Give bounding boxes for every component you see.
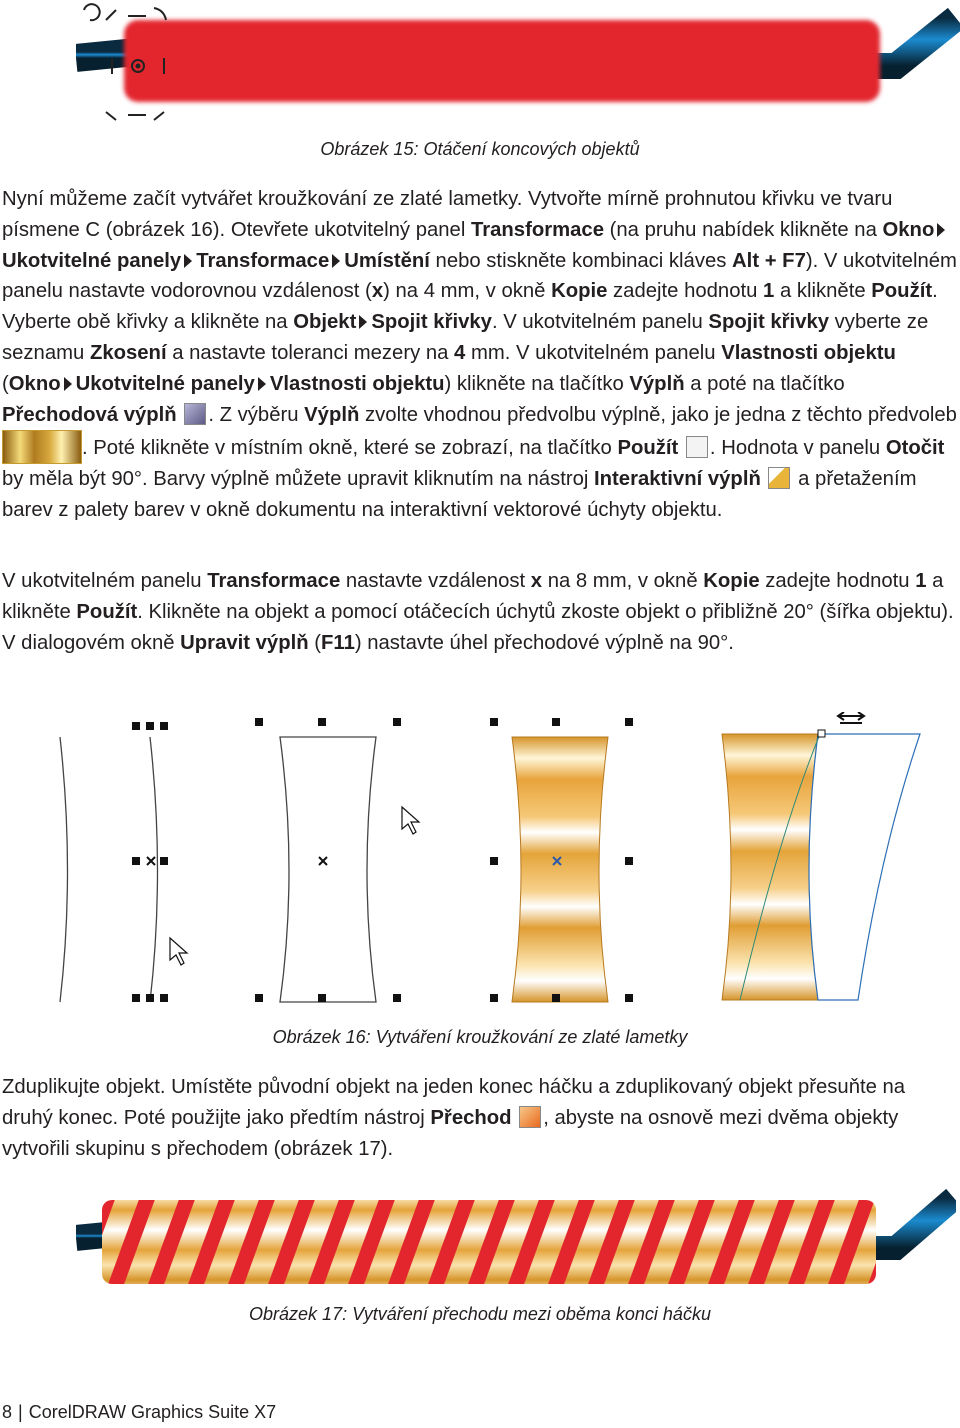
figure-17-illustration [76,1180,956,1300]
menu-arrow-icon [258,377,266,391]
tinsel-with-gold-blend [102,1200,876,1284]
blend-tool-icon [519,1106,541,1128]
menu-arrow-icon [64,377,72,391]
figure-15-caption: Obrázek 15: Otáčení koncových objektů [320,139,640,159]
page-footer [2,1402,276,1423]
menu-arrow-icon [184,254,192,268]
menu-arrow-icon [937,223,945,237]
gold-gradient-preset-swatch [2,430,82,464]
tinsel [124,20,880,102]
page-number: 8 [2,1402,13,1422]
paragraph-3: Zduplikujte objekt. Umístěte původní objekt na jeden konec háčku a zduplikovaný objekt přesuňte na druhý konec. Poté použijte jako předtím nástroj Přechod , abyste na osnově mezi dvěma objekty vytvořili skupinu s přechodem (obrázek 17). [2,1076,906,1160]
menu-arrow-icon [332,254,340,268]
figure-16-illustration [40,712,930,1012]
apply-button-icon [686,436,708,458]
menu-arrow-icon [359,315,367,329]
paragraph-2: V ukotvitelném panelu Transformace nastavte vzdálenost x na 8 mm, v okně Kopie zadejte hodnotu 1 a klikněte Použít. Klikněte na objekt a pomocí otáčecích úchytů zkoste objekt o přibližně 20° (šířka objektu). V dialogovém okně Upravit výplň (F11) nastavte úhel přechodové výplně na 90°. [2,570,954,654]
gradient-fill-button-icon [184,403,206,425]
footer-separator: | [18,1402,23,1422]
paragraph-1: Nyní můžeme začít vytvářet kroužkování ze zlaté lametky. Vytvořte mírně prohnutou křivku ve tvaru písmene C (obrázek 16). Otevřete ukotvitelný panel Transformace (na pruhu nabídek klikněte na OknoUkotvitelné panely Transformace Umístění nebo stiskněte kombinaci kláves Alt + F7). V ukotvitelném panelu nastavte vodorovnou vzdálenost (x) na 4 mm, v okně Kopie zadejte hodnotu 1 a klikněte Použít. Vyberte obě křivky a klikněte na Objekt Spojit křivky. V ukotvitelném panelu Spojit křivky vyberte ze seznamu Zkosení a nastavte toleranci mezery na 4 mm. V ukotvitelném panelu Vlastnosti objektu (Okno Ukotvitelné panely Vlastnosti objektu) klikněte na tlačítko Výplň a poté na tlačítko Přechodová výplň . Z výběru Výplň zvolte vhodnou předvolbu výplně, jako je jedna z těchto předvoleb . Poté klikněte v místním okně, které se zobrazí, na tlačítko Použít . Hodnota v panelu Otočit by měla být 90°. Barvy výplně můžete upravit kliknutím na nástroj Interaktivní výplň a přetažením barev z palety barev v okně dokumentu na interaktivní vektorové úchyty objektu. [2,188,957,522]
product-name: CorelDRAW Graphics Suite X7 [28,1402,277,1422]
figure-16-caption: Obrázek 16: Vytváření kroužkování ze zlaté lametky [272,1027,688,1047]
interactive-fill-tool-icon [768,467,790,489]
figure-17-caption: Obrázek 17: Vytváření přechodu mezi oběma konci háčku [249,1304,711,1324]
figure-15-illustration [76,0,960,130]
